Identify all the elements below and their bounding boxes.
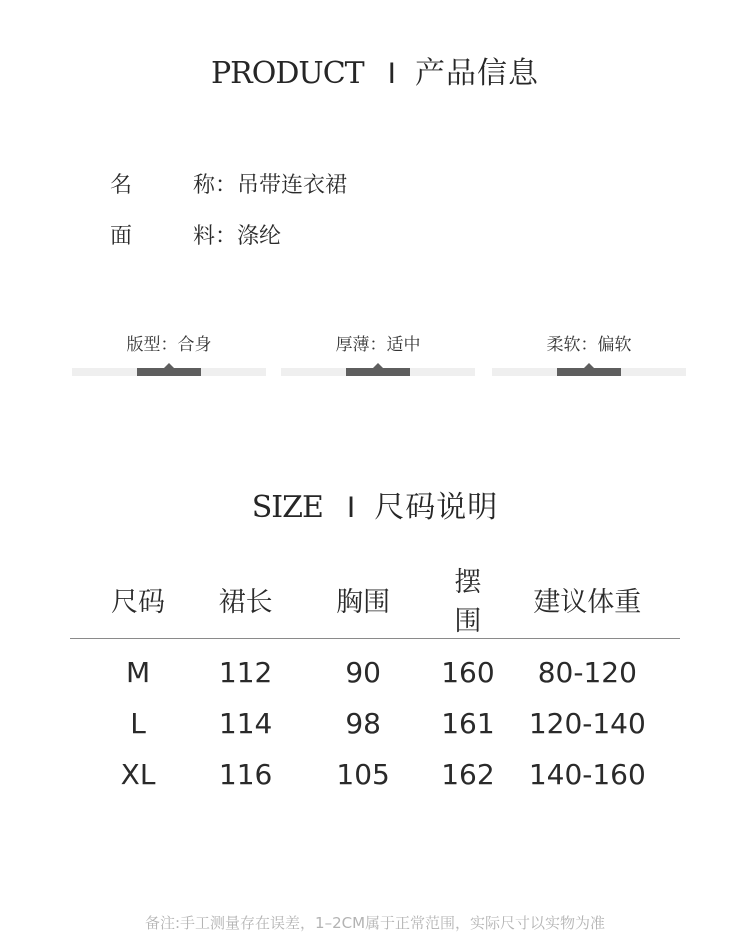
size-table-header: 裙长 xyxy=(206,560,285,639)
table-cell: 120-140 xyxy=(528,707,646,740)
attribute-text xyxy=(72,330,266,355)
attribute-scale-track xyxy=(72,368,266,376)
size-table-header: 摆围 xyxy=(441,560,494,639)
info-row-name xyxy=(110,168,347,199)
table-cell: 114 xyxy=(218,707,273,740)
table-cell: 162 xyxy=(441,758,495,791)
attribute-scale-indicator xyxy=(557,368,621,376)
attribute-value: 适中 xyxy=(386,335,421,355)
info-row-fabric xyxy=(110,219,281,250)
size-table-header: 建议体重 xyxy=(495,560,680,639)
attribute-label: 柔软： xyxy=(546,335,598,355)
table-cell: XL xyxy=(120,758,156,791)
attribute-scale-marker xyxy=(373,363,383,368)
table-cell: 116 xyxy=(218,758,273,791)
size-table-header-row xyxy=(70,560,680,639)
info-colon: ： xyxy=(215,224,238,249)
attribute-scale-track xyxy=(492,368,686,376)
attribute-fit xyxy=(72,330,266,380)
info-label-char: 称 xyxy=(192,173,215,198)
info-colon: ： xyxy=(215,173,238,198)
table-cell: 105 xyxy=(336,758,390,791)
table-cell: 90 xyxy=(345,656,381,689)
table-row xyxy=(70,698,680,749)
table-cell: 161 xyxy=(441,707,495,740)
heading-cn: 产品信息 xyxy=(415,56,539,91)
attribute-text xyxy=(281,330,475,355)
product-section-heading xyxy=(0,48,750,92)
attribute-scale-marker xyxy=(164,363,174,368)
size-section-heading xyxy=(0,482,750,526)
info-label-char: 名 xyxy=(110,173,133,198)
info-label xyxy=(110,219,215,250)
info-label-char: 料 xyxy=(192,224,215,249)
heading-en: PRODUCT xyxy=(210,56,364,91)
attribute-scale-track xyxy=(281,368,475,376)
heading-cn: 尺码说明 xyxy=(374,490,499,525)
attribute-scale-marker xyxy=(584,363,594,368)
size-table-header: 尺码 xyxy=(70,560,206,639)
attribute-thickness xyxy=(281,330,475,380)
info-label-char: 面 xyxy=(110,224,133,249)
table-cell: 112 xyxy=(218,656,273,689)
table-cell: M xyxy=(125,656,151,689)
info-value-name: 吊带连衣裙 xyxy=(237,173,348,198)
attribute-label: 版型： xyxy=(126,335,178,355)
size-table-header: 胸围 xyxy=(285,560,441,639)
info-value-fabric: 涤纶 xyxy=(237,224,282,249)
attribute-value: 偏软 xyxy=(597,335,632,355)
table-cell: 98 xyxy=(345,707,381,740)
footnote: 备注:手工测量存在误差，1–2CM属于正常范围，实际尺寸以实物为准 xyxy=(144,914,606,932)
attribute-scale-indicator xyxy=(346,368,410,376)
heading-separator: I xyxy=(387,57,397,90)
table-row xyxy=(70,639,680,699)
table-row xyxy=(70,749,680,800)
table-cell: 80-120 xyxy=(537,656,637,689)
table-cell: 160 xyxy=(441,656,495,689)
attribute-scale-indicator xyxy=(137,368,201,376)
info-label xyxy=(110,168,215,199)
attribute-value: 合身 xyxy=(177,335,212,355)
size-table xyxy=(70,560,680,800)
heading-separator: I xyxy=(346,491,357,524)
attribute-label: 厚薄： xyxy=(335,335,387,355)
table-cell: L xyxy=(130,707,146,740)
heading-en: SIZE xyxy=(251,490,323,525)
table-cell: 140-160 xyxy=(528,758,646,791)
attribute-softness xyxy=(492,330,686,380)
attribute-text xyxy=(492,330,686,355)
